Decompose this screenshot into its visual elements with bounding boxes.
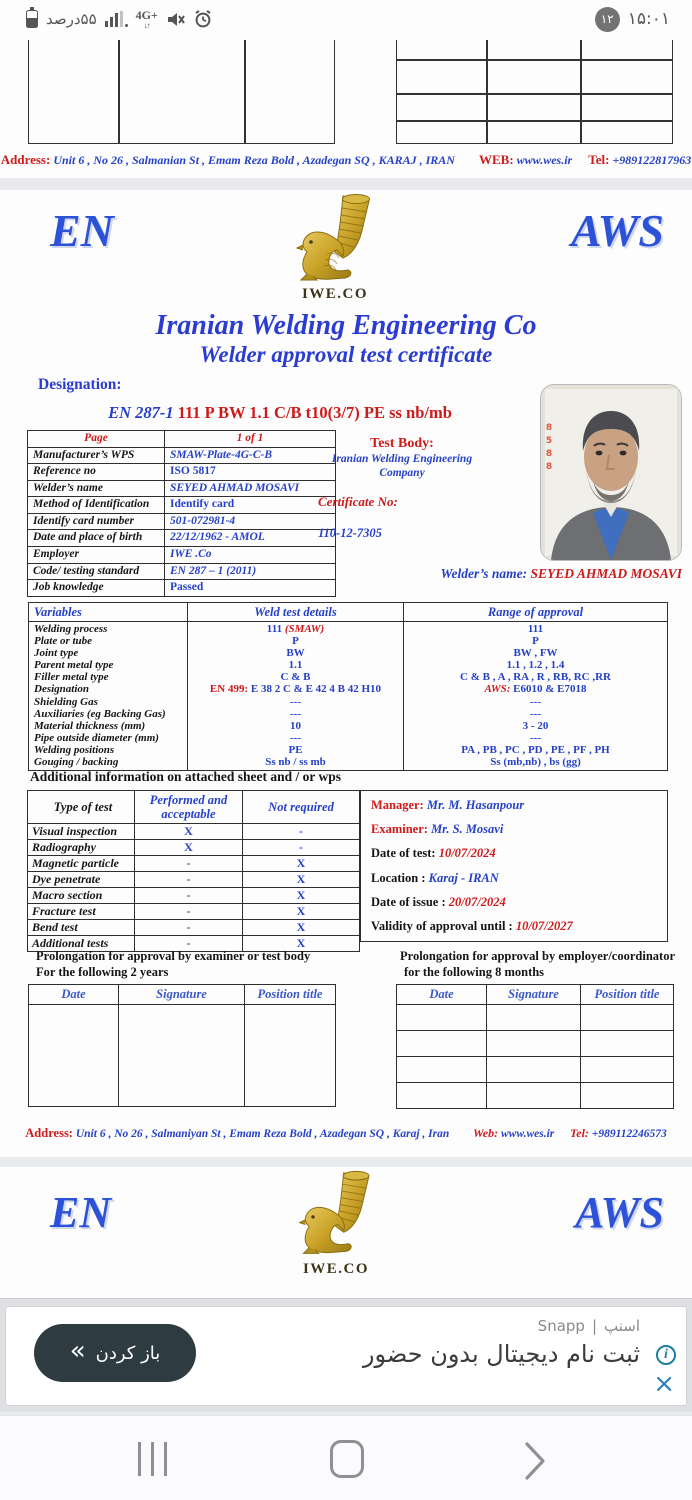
web-label: WEB:: [478, 152, 514, 167]
info-label: Code/ testing standard: [28, 563, 165, 580]
tel-value: +989112246573: [591, 1128, 667, 1140]
examiner-label: Examiner:: [371, 822, 428, 837]
home-button[interactable]: [330, 1440, 364, 1478]
portrait-image: [541, 385, 681, 560]
validity-label: Validity of approval until :: [371, 918, 513, 933]
prev-prolongation-table-right: [396, 40, 673, 144]
web-value: www.wes.ir: [501, 1128, 555, 1140]
tel-value: +989122817963: [612, 153, 692, 167]
table-row: [28, 431, 336, 448]
certificate-address-line: [0, 1126, 692, 1141]
document-title: Welder approval test certificate: [199, 342, 493, 367]
ad-brand-line: [538, 1317, 640, 1335]
battery-percent: ۵۵درصد: [46, 11, 97, 28]
table-row: [28, 447, 336, 464]
recents-button[interactable]: [138, 1442, 167, 1476]
designation-line: [40, 403, 520, 423]
range-of-approval-header: Range of approval: [404, 602, 668, 621]
table-row: Dye penetrate - X: [28, 872, 360, 888]
info-value: ISO 5817: [165, 464, 336, 481]
prolongation-table-examiner: [28, 984, 336, 1107]
double-chevron-left-icon: «: [69, 1336, 86, 1366]
status-right-cluster: [595, 6, 670, 32]
aws-mark: AWS: [575, 1188, 664, 1237]
document-page-next: [0, 1167, 692, 1298]
address-value: Unit 6 , No 26 , Salmaniyan St , Emam Reza Bold , Azadegan SQ , Karaj , Iran: [75, 1128, 450, 1140]
info-label: Identify card number: [28, 513, 165, 530]
aws-mark: AWS: [571, 205, 664, 256]
prev-prolongation-table-left: [28, 40, 335, 144]
result-panel: [360, 790, 668, 942]
manager-label: Manager:: [371, 798, 424, 812]
ad-brand-divider: |: [591, 1317, 597, 1335]
info-value: Identify card: [165, 497, 336, 514]
table-header-row: [28, 791, 360, 824]
info-value: IWE .Co: [165, 546, 336, 563]
date-of-test: 10/07/2024: [438, 846, 496, 861]
ad-banner-region: [0, 1298, 692, 1412]
date-of-issue-label: Date of issue :: [371, 894, 446, 909]
table-row: Magnetic particle - X: [28, 856, 360, 872]
network-type-indicator: 4G+ ↓↑: [135, 7, 158, 30]
table-row: [28, 563, 336, 580]
table-row: [397, 1083, 674, 1109]
ad-info-icon[interactable]: i: [656, 1345, 676, 1365]
table-row: [28, 497, 336, 514]
designation-standard: EN 287-1: [108, 403, 174, 422]
address-label: Address:: [0, 152, 51, 167]
table-row: Macro section - X: [28, 888, 360, 904]
table-row: Visual inspection X -: [28, 824, 360, 840]
prolongation-left-title: Prolongation for approval by examiner or test body For the following 2 years: [36, 949, 311, 979]
info-label: Date and place of birth: [28, 530, 165, 547]
table-row: [28, 546, 336, 563]
info-label: Reference no: [28, 464, 165, 481]
certificate-no: 110-12-7305: [318, 525, 382, 540]
logo-caption: IWE.CO: [302, 1261, 370, 1277]
not-required-header: Not required: [243, 791, 360, 824]
performed-header: Performed and acceptable: [135, 791, 243, 824]
clock: ۱۵:۰۱: [627, 9, 670, 29]
ad-open-button-label: باز کردن: [95, 1342, 161, 1364]
date-header: Date: [29, 985, 119, 1005]
table-row: [28, 580, 336, 597]
validity-date: 10/07/2027: [515, 918, 573, 933]
ad-headline: ثبت نام دیجیتال بدون حضور: [362, 1340, 640, 1368]
info-label: Employer: [28, 546, 165, 563]
test-body-line2: Company: [379, 467, 425, 480]
status-left-cluster: [26, 7, 213, 31]
table-header-row: [29, 985, 336, 1005]
table-row: Bend test - X: [28, 920, 360, 936]
prolongation-table-employer: [396, 984, 674, 1109]
table-row: [397, 1005, 674, 1031]
document-page-previous: [0, 38, 692, 178]
ad-brand-en: Snapp: [537, 1317, 585, 1335]
battery-icon: [26, 10, 38, 28]
welder-name-label: Welder’s name:: [440, 566, 528, 581]
ad-brand-fa: اسنپ: [604, 1317, 640, 1335]
alarm-icon: [193, 9, 213, 29]
date-of-test-label: Date of test:: [371, 846, 436, 861]
prolongation-right-title: Prolongation for approval by employer/coordinator for the following 8 months: [400, 949, 675, 979]
info-label: Page: [28, 431, 165, 448]
info-value: SEYED AHMAD MOSAVI: [165, 480, 336, 497]
designation-code: 111 P BW 1.1 C/B t10(3/7) PE ss nb/mb: [177, 403, 452, 422]
tel-label: Tel:: [588, 152, 610, 167]
position-title-header: Position title: [581, 985, 674, 1005]
table-row: [28, 530, 336, 547]
table-row: Fracture test - X: [28, 904, 360, 920]
logo-caption: IWE.CO: [301, 286, 369, 302]
table-row: Additional tests - X: [28, 936, 360, 952]
welder-name: SEYED AHMAD MOSAVI: [530, 566, 682, 581]
test-body-label: Test Body:: [370, 436, 434, 451]
iwe-lion-rhyton-logo: [287, 192, 383, 288]
signature-header: Signature: [487, 985, 581, 1005]
android-navigation-bar: [0, 1415, 692, 1500]
info-value: 22/12/1962 - AMOL: [165, 530, 336, 547]
variables-header: Variables: [28, 602, 188, 621]
address-label: Address:: [25, 1126, 73, 1140]
table-row: [29, 1005, 336, 1107]
table-row: [28, 513, 336, 530]
table-header-row: [397, 985, 674, 1005]
position-title-header: Position title: [245, 985, 336, 1005]
certificate-no-label: Certificate No:: [318, 493, 398, 509]
personal-info-table: [27, 430, 336, 597]
test-body-line1: Iranian Welding Engineering: [331, 453, 473, 465]
prev-page-address-line: [0, 152, 692, 168]
weld-test-details-header: Weld test details: [188, 602, 404, 621]
variables-label-column: Welding process Plate or tube Joint type Parent metal type Filler metal type Designation Shielding Gas Auxiliaries (eg Backing Gas) Material thickness (mm) Pipe outside diameter (mm) Welding positions Gouging / backing: [28, 621, 188, 771]
ad-close-icon[interactable]: ×: [653, 1369, 675, 1399]
welder-photo: [540, 384, 682, 561]
status-bar: [0, 0, 692, 38]
web-label: Web:: [473, 1126, 499, 1140]
table-row: [397, 1031, 674, 1057]
table-row: [397, 1057, 674, 1083]
signature-header: Signature: [119, 985, 245, 1005]
info-label: Method of Identification: [28, 497, 165, 514]
web-value: www.wes.ir: [516, 153, 573, 167]
additional-info-note: Additional information on attached sheet and / or wps: [30, 769, 342, 784]
signal-strength-icon: [105, 11, 128, 27]
range-of-approval-column: 111 P BW , FW 1.1 , 1.2 , 1.4 C & B , A , RA , R , RB, RC ,RR AWS: E6010 & E7018 --- --- 3 - 20 --- PA , PB , PC , PD , PE , PF , PH Ss (mb,nb) , bs (gg): [404, 621, 668, 771]
photo-serial-number: 8588: [544, 423, 554, 475]
info-label: Job knowledge: [28, 580, 165, 597]
company-title: Iranian Welding Engineering Co: [155, 310, 537, 341]
examiner-name: Mr. S. Mosavi: [431, 822, 504, 837]
info-value: Passed: [165, 580, 336, 597]
table-row: [28, 480, 336, 497]
notification-count-badge: ۱۲: [595, 7, 620, 32]
certificate-page: [0, 190, 692, 1157]
test-body-block: [318, 436, 486, 541]
iwe-lion-rhyton-logo: [290, 1169, 382, 1261]
ad-open-button[interactable]: [34, 1324, 196, 1382]
variables-table: [28, 602, 668, 771]
back-button[interactable]: [524, 1441, 546, 1481]
welder-name-line: [440, 566, 682, 582]
address-value: Unit 6 , No 26 , Salmanian St , Emam Reza Bold , Azadegan SQ , KARAJ , IRAN: [53, 153, 455, 167]
en-mark: EN: [50, 205, 114, 256]
designation-label: Designation:: [38, 376, 122, 393]
en-mark: EN: [50, 1188, 112, 1237]
weld-test-details-column: 111 (SMAW) P BW 1.1 C & B EN 499: E 38 2 C & E 42 4 B 42 H10 --- --- 10 --- PE Ss nb / ss mb: [188, 621, 404, 771]
table-row: [28, 464, 336, 481]
tests-header: Type of test: [28, 791, 135, 824]
tel-label: Tel:: [570, 1126, 589, 1140]
type-of-test-table: [27, 790, 360, 952]
date-header: Date: [397, 985, 487, 1005]
location-label: Location :: [371, 870, 426, 885]
mute-icon: [166, 10, 185, 29]
info-value: 501-072981-4: [165, 513, 336, 530]
info-value: SMAW-Plate-4G-C-B: [165, 447, 336, 464]
info-label: Welder’s name: [28, 480, 165, 497]
info-value: 1 of 1: [165, 431, 336, 448]
manager-name: Mr. M. Hasanpour: [426, 798, 525, 812]
table-row: Radiography X -: [28, 840, 360, 856]
date-of-issue: 20/07/2024: [448, 894, 506, 909]
location: Karaj - IRAN: [428, 870, 499, 885]
info-label: Manufacturer’s WPS: [28, 447, 165, 464]
info-value: EN 287 – 1 (2011): [165, 563, 336, 580]
banner-ad[interactable]: [5, 1306, 687, 1406]
